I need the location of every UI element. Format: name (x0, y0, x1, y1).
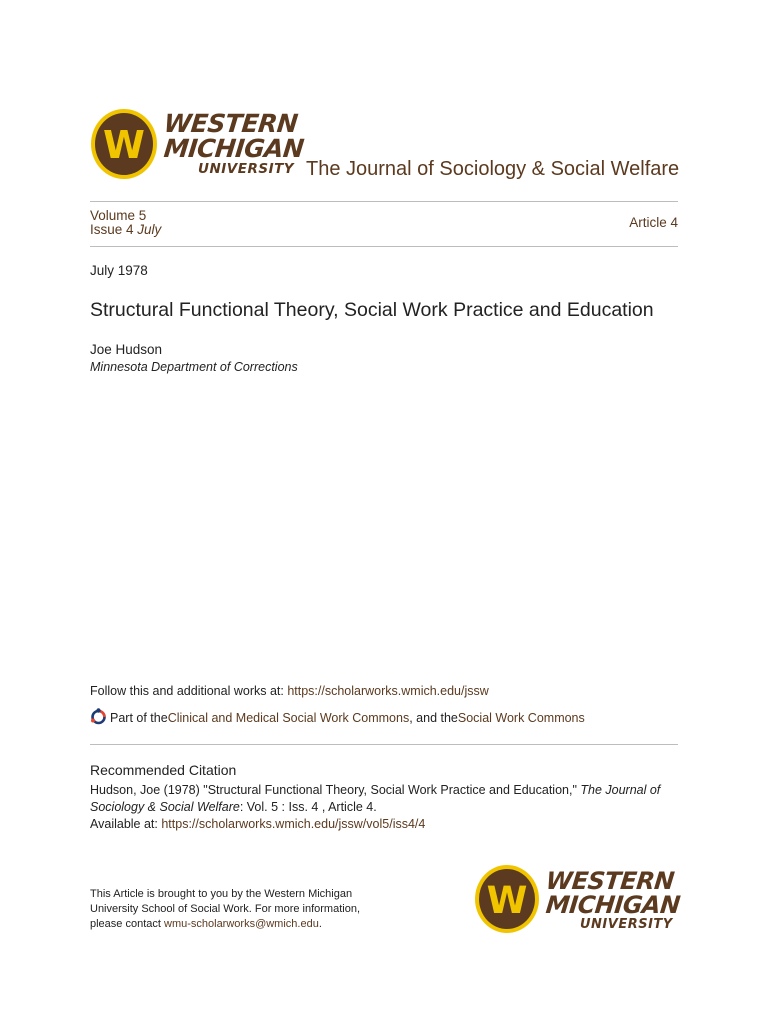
divider-issue (90, 246, 678, 247)
logo-wordmark (164, 111, 304, 177)
issue-link[interactable] (90, 222, 161, 237)
cover-page (90, 0, 682, 1024)
social-work-commons-link[interactable]: Social Work Commons (457, 711, 585, 725)
journal-title-link[interactable]: The Journal of Sociology & Social Welfare (306, 158, 680, 180)
logo-monogram: W (103, 123, 145, 167)
article-url-link[interactable]: https://scholarworks.wmich.edu/jssw/vol5/iss4/4 (161, 817, 426, 831)
footer-wmu-logo[interactable] (474, 864, 680, 934)
header (90, 108, 678, 184)
citation-text-2: : Vol. 5 : Iss. 4 , Article 4. (239, 800, 377, 814)
bepress-network-icon (90, 708, 107, 728)
article-title: Structural Functional Theory, Social Work Practice and Education (90, 299, 654, 321)
available-prefix: Available at: (90, 817, 162, 831)
issue-month: July (137, 222, 162, 237)
logo-line-3: UNIVERSITY (198, 161, 295, 177)
publication-date: July 1978 (90, 263, 148, 278)
author-name: Joe Hudson (90, 342, 163, 357)
author-affiliation: Minnesota Department of Corrections (90, 360, 298, 374)
follow-prefix: Follow this and additional works at: (90, 684, 288, 698)
footer-end: . (318, 918, 322, 930)
footer-logo-monogram: W (486, 879, 528, 922)
article-number-link[interactable]: Article 4 (629, 215, 678, 230)
footer-logo-line-3: UNIVERSITY (580, 917, 673, 932)
clinical-medical-commons-link[interactable]: Clinical and Medical Social Work Commons (167, 711, 410, 725)
footer-logo-line-1: WESTERN (544, 867, 676, 895)
wmu-logo[interactable] (90, 108, 306, 182)
part-of-mid: , and the (409, 711, 458, 725)
citation-body (90, 782, 678, 833)
logo-line-2: MICHIGAN (162, 134, 306, 163)
follow-url-link[interactable]: https://scholarworks.wmich.edu/jssw (287, 684, 489, 698)
divider-citation (90, 744, 678, 745)
citation-text-1: Hudson, Joe (1978) "Structural Functional Theory, Social Work Practice and Education," (90, 783, 581, 797)
divider-top (90, 201, 678, 202)
volume-issue (90, 209, 161, 237)
issue-number: Issue 4 (90, 222, 134, 237)
footer-line: This Article is brought to you by the Western Michigan University School of Social Work. For more information, please contact (90, 888, 360, 930)
part-of-prefix: Part of the (110, 711, 168, 725)
footer-contact (90, 887, 390, 932)
footer-logo-wordmark (546, 869, 680, 933)
citation-journal: The Journal of Sociology & Social Welfare (90, 783, 661, 814)
contact-email-link[interactable]: wmu-scholarworks@wmich.edu (164, 918, 319, 930)
footer-logo-line-2: MICHIGAN (544, 891, 682, 919)
part-of-line (90, 708, 585, 728)
volume-link[interactable]: Volume 5 (90, 208, 147, 223)
follow-line (90, 684, 489, 698)
logo-line-1: WESTERN (162, 109, 299, 138)
citation-heading: Recommended Citation (90, 762, 237, 778)
